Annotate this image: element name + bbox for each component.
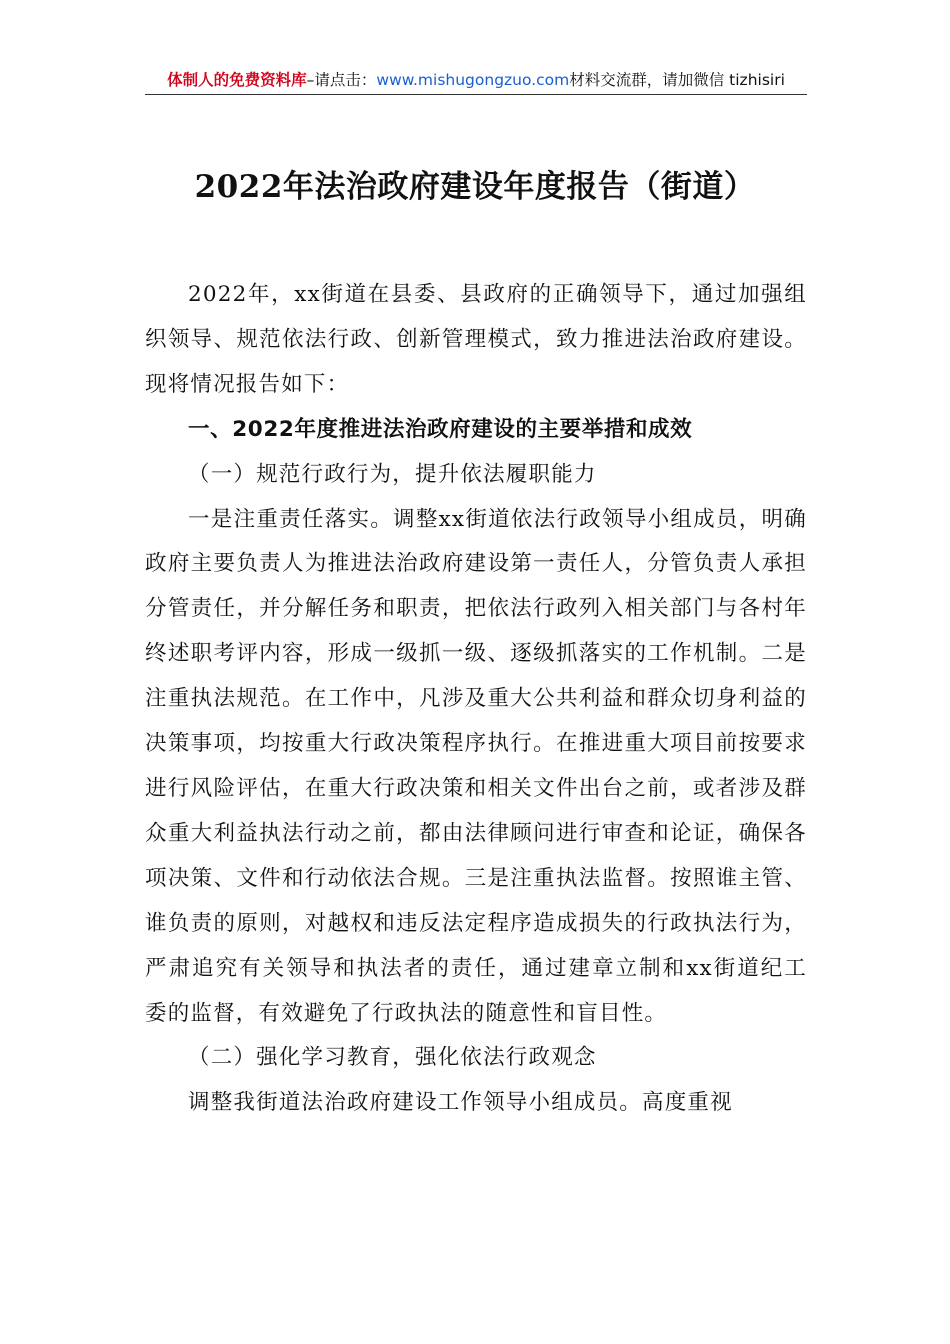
document-title: 2022年法治政府建设年度报告（街道） — [194, 169, 756, 205]
document-body — [145, 273, 807, 1126]
header-url-link[interactable]: www.mishugongzuo.com — [376, 71, 570, 89]
section-1-heading: 一、2022年度推进法治政府建设的主要举措和成效 — [188, 416, 693, 442]
header-separator: –请点击： — [306, 71, 377, 89]
subsection-1-heading: （一）规范行政行为，提升依法履职能力 — [188, 461, 597, 487]
intro-paragraph: 2022年，xx街道在县委、县政府的正确领导下，通过加强组织领导、规范依法行政、创新管理模式，致力推进法治政府建设。现将情况报告如下： — [145, 282, 807, 397]
subsection-2-paragraph: 调整我街道法治政府建设工作领导小组成员。高度重视 — [188, 1090, 733, 1116]
header-contact-text: 材料交流群，请加微信 tizhisiri — [569, 71, 785, 89]
subsection-1-paragraph: 一是注重责任落实。调整xx街道依法行政领导小组成员，明确政府主要负责人为推进法治政府建设第一责任人，分管负责人承担分管责任，并分解任务和职责，把依法行政列入相关部门与各村年终述职考评内容，形成一级抓一级、逐级抓落实的工作机制。二是注重执法规范。在工作中，凡涉及重大公共利益和群众切身利益的决策事项，均按重大行政决策程序执行。在推进重大项目前按要求进行风险评估，在重大行政决策和相关文件出台之前，或者涉及群众重大利益执法行动之前，都由法律顾问进行审查和论证，确保各项决策、文件和行动依法合规。三是注重执法监督。按照谁主管、谁负责的原则，对越权和违反法定程序造成损失的行政执法行为，严肃追究有关领导和执法者的责任，通过建章立制和xx街道纪工委的监督，有效避免了行政执法的随意性和盲目性。 — [145, 506, 807, 1026]
subsection-2-heading: （二）强化学习教育，强化依法行政观念 — [188, 1045, 597, 1071]
page-header — [145, 66, 807, 95]
header-brand: 体制人的免费资料库 — [167, 71, 307, 89]
